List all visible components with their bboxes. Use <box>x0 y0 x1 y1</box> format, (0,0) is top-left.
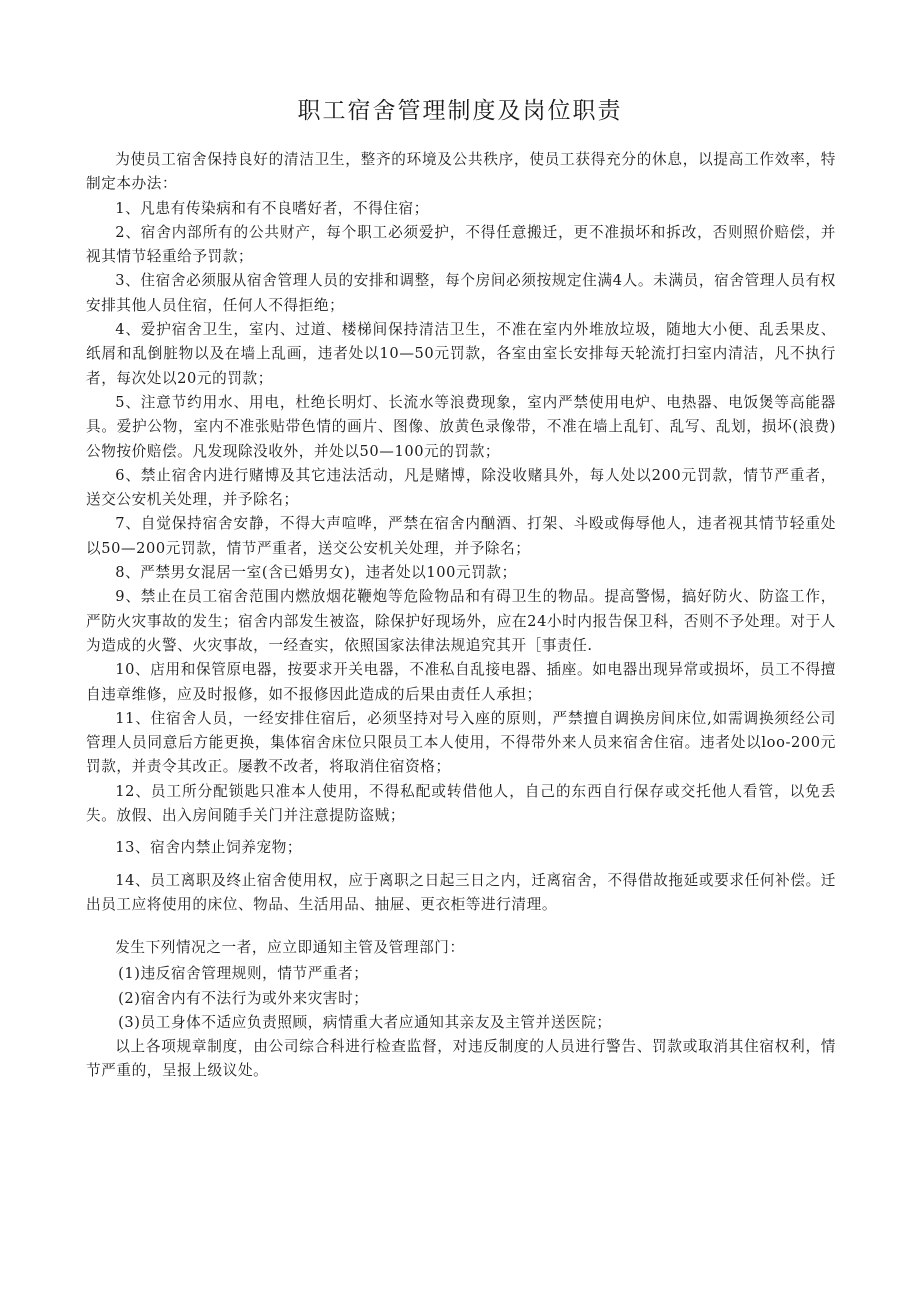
rule-14: 14、员工离职及终止宿舍使用权，应于离职之日起三日之内，迁离宿舍，不得借故拖延或要求任何补偿。迁出员工应将使用的床位、物品、生活用品、抽屉、更衣柜等进行清理。 <box>86 871 836 913</box>
document-title: 职工宿舍管理制度及岗位职责 <box>297 98 623 124</box>
intro-paragraph: 为使员工宿舍保持良好的清洁卫生，整齐的环境及公共秩序，使员工获得充分的休息，以提高工作效率，特制定本办法： <box>86 151 836 193</box>
rule-8: 8、严禁男女混居一室(含已婚男女)，违者处以100元罚款； <box>115 564 517 582</box>
notice-item-1: (1)违反宿舍管理规则，情节严重者； <box>118 965 369 983</box>
rule-2: 2、宿舍内部所有的公共财产，每个职工必须爱护，不得任意搬迁，更不准损坏和拆改，否则照价赔偿，并视其情节轻重给予罚款； <box>86 223 836 266</box>
notice-item-2: (2)宿舍内有不法行为或外来灾害时； <box>118 989 369 1007</box>
rule-4: 4、爱护宿舍卫生，室内、过道、楼梯间保持清洁卫生，不准在室内外堆放垃圾，随地大小便、乱丢果皮、纸屑和乱倒脏物以及在墙上乱画，违者处以10—50元罚款，各室由室长安排每天轮流打扫室内清洁，凡不执行者，每次处以20元的罚款； <box>86 321 836 387</box>
notice-section <box>86 936 836 1084</box>
rule-11: 11、住宿舍人员，一经安排住宿后，必须坚持对号入座的原则，严禁擅自调换房间床位,如需调换须经公司管理人员同意后方能更换，集体宿舍床位只限员工本人使用，不得带外来人员来宿舍住宿。违者处以loo-200元罚款，并责令其改正。屡教不改者，将取消住宿资格； <box>86 709 836 776</box>
rule-13: 13、宿舍内禁止饲养宠物； <box>115 839 303 857</box>
closing-paragraph: 以上各项规章制度，由公司综合科进行检查监督，对违反制度的人员进行警告、罚款或取消其住宿权利，情节严重的，呈报上级议处。 <box>86 1038 836 1080</box>
rule-7: 7、自觉保持宿舍安静，不得大声喧哗，严禁在宿舍内酗酒、打架、斗殴或侮辱他人，违者视其情节轻重处以50—200元罚款，情节严重者，送交公安机关处理，并予除名； <box>86 515 836 557</box>
rule-3: 3、住宿舍必须服从宿舍管理人员的安排和调整，每个房间必须按规定住满4人。未满员，宿舍管理人员有权安排其他人员住宿，任何人不得拒绝； <box>86 272 836 314</box>
rule-6: 6、禁止宿舍内进行赌博及其它违法活动，凡是赌博，除没收赌具外，每人处以200元罚款，情节严重者，送交公安机关处理，并予除名； <box>86 466 836 509</box>
rules-section <box>86 148 836 917</box>
rule-12: 12、员工所分配锁匙只准本人使用，不得私配或转借他人，自己的东西自行保存或交托他人看管，以免丢失。放假、出入房间随手关门并注意提防盗贼； <box>86 782 836 825</box>
notice-item-3: (3)员工身体不适应负责照顾，病情重大者应通知其亲友及主管并送医院； <box>118 1013 612 1031</box>
rule-5: 5、注意节约用水、用电，杜绝长明灯、长流水等浪费现象，室内严禁使用电炉、电热器、电饭煲等高能器具。爱护公物，室内不准张贴带色情的画片、图像、放黄色录像带，不准在墙上乱钉、乱写、乱划，损坏(浪费)公物按价赔偿。凡发现除没收外，并处以50—100元的罚款； <box>86 393 836 460</box>
rule-1: 1、凡患有传染病和有不良嗜好者，不得住宿； <box>115 199 429 217</box>
notice-heading: 发生下列情况之一者，应立即通知主管及管理部门： <box>115 939 465 956</box>
rule-9: 9、禁止在员工宿舍范围内燃放烟花鞭炮等危险物品和有碍卫生的物品。提高警惕，搞好防火、防盗工作，严防火灾事故的发生；宿舍内部发生被盗，除保护好现场外，应在24小时内报告保卫科，否则不予处理。对于人为造成的火警、火灾事故，一经查实，依照国家法律法规追究其开［事责任. <box>86 588 836 654</box>
rule-10: 10、店用和保管原电器，按要求开关电器，不准私自乱接电器、插座。如电器出现异常或损坏，员工不得擅自违章维修，应及时报修，如不报修因此造成的后果由责任人承担； <box>86 661 836 703</box>
